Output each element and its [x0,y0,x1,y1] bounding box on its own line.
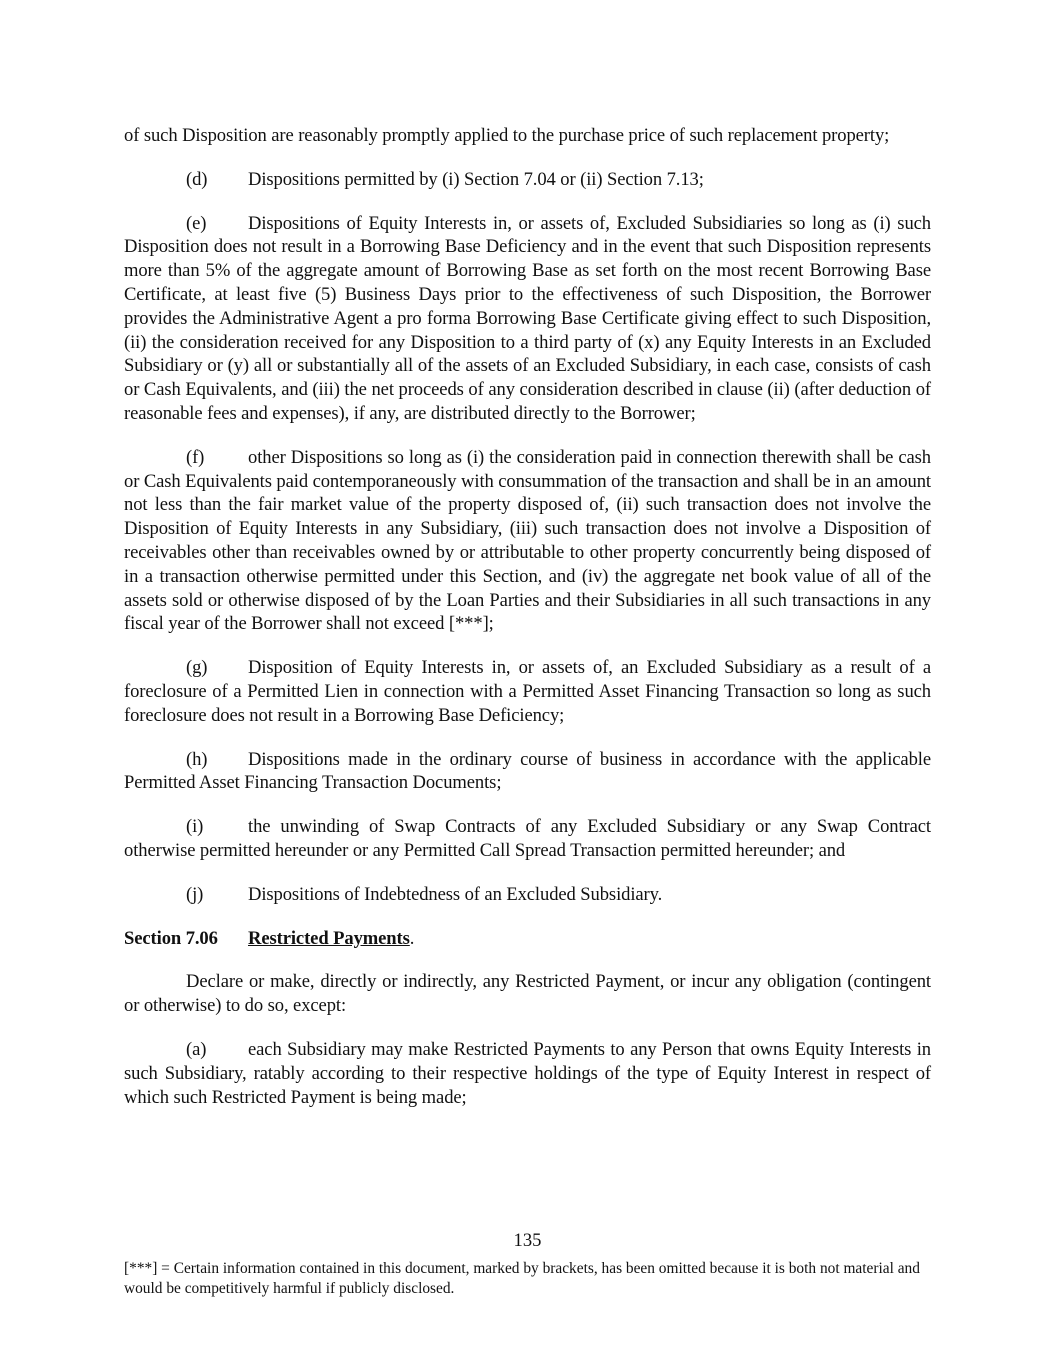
section-title: Restricted Payments [248,927,410,949]
page-number: 135 [513,1230,542,1251]
section-heading [124,927,931,951]
continuation-paragraph: of such Disposition are reasonably promptly applied to the purchase price of such replacement property; [124,125,890,146]
clause-label: (d) [186,168,208,190]
clause-label: (h) [186,748,208,770]
clause-label: (i) [186,816,204,838]
clause-text: each Subsidiary may make Restricted Payments to any Person that owns Equity Interests in such Subsidiary, ratably according to their respective holdings of the type of Equity Interest in respect of which such Restricted Payment is being made; [124,1038,931,1108]
clause-i [124,815,931,863]
clause-label: (j) [186,883,204,905]
clause-label: (f) [186,446,205,468]
clause-text: the unwinding of Swap Contracts of any Excluded Subsidiary or any Swap Contract otherwise permitted hereunder or any Permitted Call Spread Transaction permitted hereunder; and [124,816,931,861]
clause-text: Dispositions of Equity Interests in, or assets of, Excluded Subsidiaries so long as (i) such Disposition does not result in a Borrowing Base Deficiency and in the event that such Disposition represents more than 5% of the aggregate amount of Borrowing Base as set forth on the most recent Borrowing Base Certificate, at least five (5) Business Days prior to the effectiveness of such Disposition, the Borrower provides the Administrative Agent a pro forma Borrowing Base Certificate giving effect to such Disposition, (ii) the consideration received for any Disposition to a third party of (x) any Equity Interests in an Excluded Subsidiary or (y) all or substantially all of the assets of an Excluded Subsidiary, in each case, consists of cash or Cash Equivalents, and (iii) the net proceeds of any consideration described in clause (ii) (after deduction of reasonable fees and expenses), if any, are distributed directly to the Borrower; [124,212,931,424]
section-intro-text: Declare or make, directly or indirectly, any Restricted Payment, or incur any obligation (contingent or otherwise) to do so, except: [124,971,931,1017]
clause-g [124,656,931,727]
clause-j [124,883,931,907]
section-title-suffix: . [409,927,415,949]
clause-label: (a) [186,1038,207,1060]
clause-d [124,168,931,192]
clause-text: Dispositions permitted by (i) Section 7.04 or (ii) Section 7.13; [248,168,704,190]
clause-e [124,212,931,426]
section-number: Section 7.06 [124,927,218,949]
footnote: [***] = Certain information contained in this document, marked by brackets, has been omitted because it is both not material and would be competitively harmful if publicly disclosed. [124,1260,920,1297]
clause-text: Disposition of Equity Interests in, or assets of, an Excluded Subsidiary as a result of a foreclosure of a Permitted Lien in connection with a Permitted Asset Financing Transaction so long as such foreclosure does not result in a Borrowing Base Deficiency; [124,657,931,726]
clause-text: Dispositions of Indebtedness of an Excluded Subsidiary. [248,883,663,905]
clause-text: Dispositions made in the ordinary course of business in accordance with the applicable Permitted Asset Financing Transaction Documents; [124,748,931,794]
section-intro [124,970,931,1018]
clause-h [124,748,931,796]
clause-label: (g) [186,657,208,679]
clause-text: other Dispositions so long as (i) the consideration paid in connection therewith shall be cash or Cash Equivalents paid contemporaneously with consummation of the transaction and shall be in an amount not less than the fair market value of the property disposed of, (ii) such transaction does not involve the Disposition of Equity Interests in any Subsidiary, (iii) such transaction does not involve a Disposition of receivables other than receivables owned by or attributable to other property concurrently being disposed of in a transaction otherwise permitted under this Section, and (iv) the aggregate net book value of all of the assets sold or otherwise disposed of by the Loan Parties and their Subsidiaries in all such transactions in any fiscal year of the Borrower shall not exceed [***]; [124,446,931,635]
clause-f [124,446,931,636]
document-page [124,124,931,1109]
section-clause-a [124,1038,931,1109]
clause-label: (e) [186,212,207,234]
